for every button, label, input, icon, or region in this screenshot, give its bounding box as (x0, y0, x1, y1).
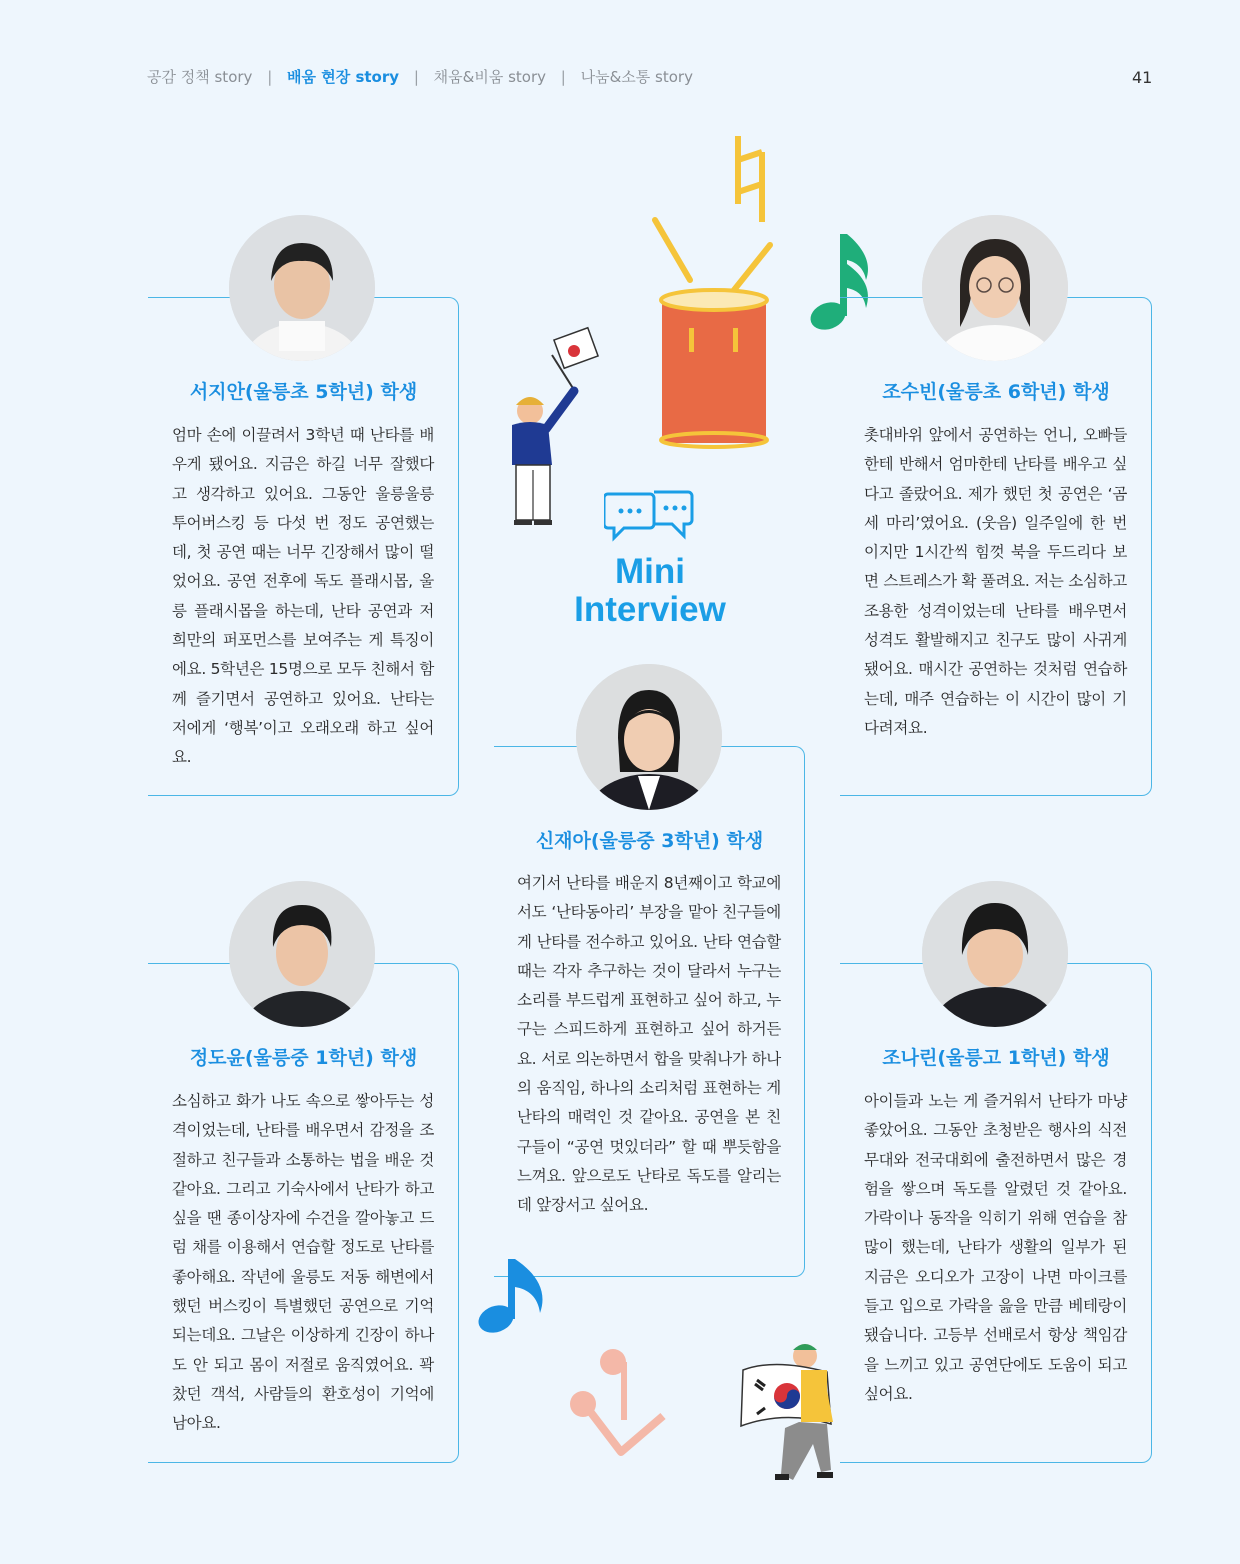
mini-interview-title (560, 553, 740, 629)
nav-item-learning[interactable]: 배움 현장 story (287, 68, 400, 86)
interviewee-name: 서지안(울릉초 5학년) 학생 (189, 381, 418, 403)
portrait-photo (229, 881, 375, 1027)
section-nav (147, 66, 693, 87)
nav-separator: | (560, 68, 566, 86)
interviewee-name: 신재아(울릉중 3학년) 학생 (535, 830, 764, 852)
music-note-icon (565, 1340, 669, 1460)
interview-text: 엄마 손에 이끌려서 3학년 때 난타를 배우게 됐어요. 지금은 하길 너무 잘했다고 생각하고 있어요. 그동안 울릉울릉 투어버스킹 등 다섯 번 정도 공연했는데, 첫 공연 때는 너무 긴장해서 많이 떨었어요. 공연 전후에 독도 플래시몹, 울릉 플래시몹을 하는데, 난타 공연과 저희만의 퍼포먼스를 보여주는 게 특징이에요. 5학년은 15명으로 모두 친해서 함께 즐기면서 공연하고 있어요. 난타는 저에게 ‘행복’이고 오래오래 하고 싶어요. (172, 426, 434, 767)
nav-separator: | (267, 68, 273, 86)
nav-item-share[interactable]: 나눔&소통 story (580, 68, 693, 86)
music-note-icon (732, 134, 768, 226)
interview-text: 촛대바위 앞에서 공연하는 언니, 오빠들한테 반해서 엄마한테 난타를 배우고 싶다고 졸랐어요. 제가 했던 첫 공연은 ‘곰 세 마리’였어요. (웃음) 일주일에 한 번이지만 1시간씩 힘껏 북을 두드리다 보면 스트레스가 확 풀려요. 저는 소심하고 조용한 성격이었는데 난타를 배우면서 성격도 활발해지고 친구도 많이 사귀게 됐어요. 매시간 공연하는 것처럼 연습하는데, 매주 연습하는 이 시간이 많이 기다려져요. (864, 426, 1127, 737)
interview-text: 소심하고 화가 나도 속으로 쌓아두는 성격이었는데, 난타를 배우면서 감정을 조절하고 친구들과 소통하는 법을 배운 것 같아요. 그리고 기숙사에서 난타가 하고 싶을 땐 종이상자에 수건을 깔아놓고 드럼 채를 이용해서 연습할 정도로 난타를 좋아해요. 작년에 울릉도 저동 해변에서 했던 버스킹이 특별했던 공연으로 기억되는데요. 그날은 이상하게 긴장이 하나도 안 되고 몸이 저절로 움직였어요. 꽉 찼던 객석, 사람들의 환호성이 기억에 남아요. (172, 1092, 434, 1433)
interviewee-name: 조수빈(울릉초 6학년) 학생 (882, 381, 1110, 403)
portrait-photo (922, 215, 1068, 361)
nav-item-policy[interactable]: 공감 정책 story (147, 68, 253, 86)
interview-text: 여기서 난타를 배운지 8년째이고 학교에서도 ‘난타동아리’ 부장을 맡아 친구들에게 난타를 전수하고 있어요. 난타 연습할 때는 각자 추구하는 것이 달라서 누구는 소리를 부드럽게 표현하고 싶어 하고, 누구는 스피드하게 표현하고 싶어 하거든요. 서로 의논하면서 합을 맞춰나가 하나의 움직임, 하나의 소리처럼 표현하는 게 난타의 매력인 것 같아요. 공연을 본 친구들이 “공연 멋있더라” 할 때 뿌듯함을 느껴요. 앞으로도 난타로 독도를 알리는 데 앞장서고 싶어요. (517, 874, 781, 1215)
mini-title-line2: Interview (574, 590, 726, 629)
flag-person-icon (500, 325, 610, 530)
interviewee-name: 조나린(울릉고 1학년) 학생 (882, 1047, 1110, 1069)
portrait-photo (576, 664, 722, 810)
drum-icon (640, 210, 780, 450)
nav-separator: | (413, 68, 419, 86)
music-note-icon (474, 1255, 554, 1337)
speech-bubbles-icon (604, 488, 696, 548)
interviewee-name: 정도윤(울릉중 1학년) 학생 (189, 1047, 418, 1069)
mini-title-line1: Mini (615, 552, 685, 591)
portrait-photo (229, 215, 375, 361)
nav-item-fill-empty[interactable]: 채움&비움 story (433, 68, 546, 86)
flag-person-icon (735, 1340, 860, 1495)
page-number: 41 (1132, 68, 1153, 87)
portrait-photo (922, 881, 1068, 1027)
interview-text: 아이들과 노는 게 즐거워서 난타가 마냥 좋았어요. 그동안 초청받은 행사의 식전 무대와 전국대회에 출전하면서 많은 경험을 쌓으며 독도를 알렸던 것 같아요. 가락이나 동작을 익히기 위해 연습을 참 많이 했는데, 난타가 생활의 일부가 된 지금은 오디오가 고장이 나면 마이크를 들고 입으로 가락을 읊을 만큼 베테랑이 됐습니다. 고등부 선배로서 항상 책임감을 느끼고 있고 공연단에도 도움이 되고 싶어요. (864, 1092, 1127, 1403)
